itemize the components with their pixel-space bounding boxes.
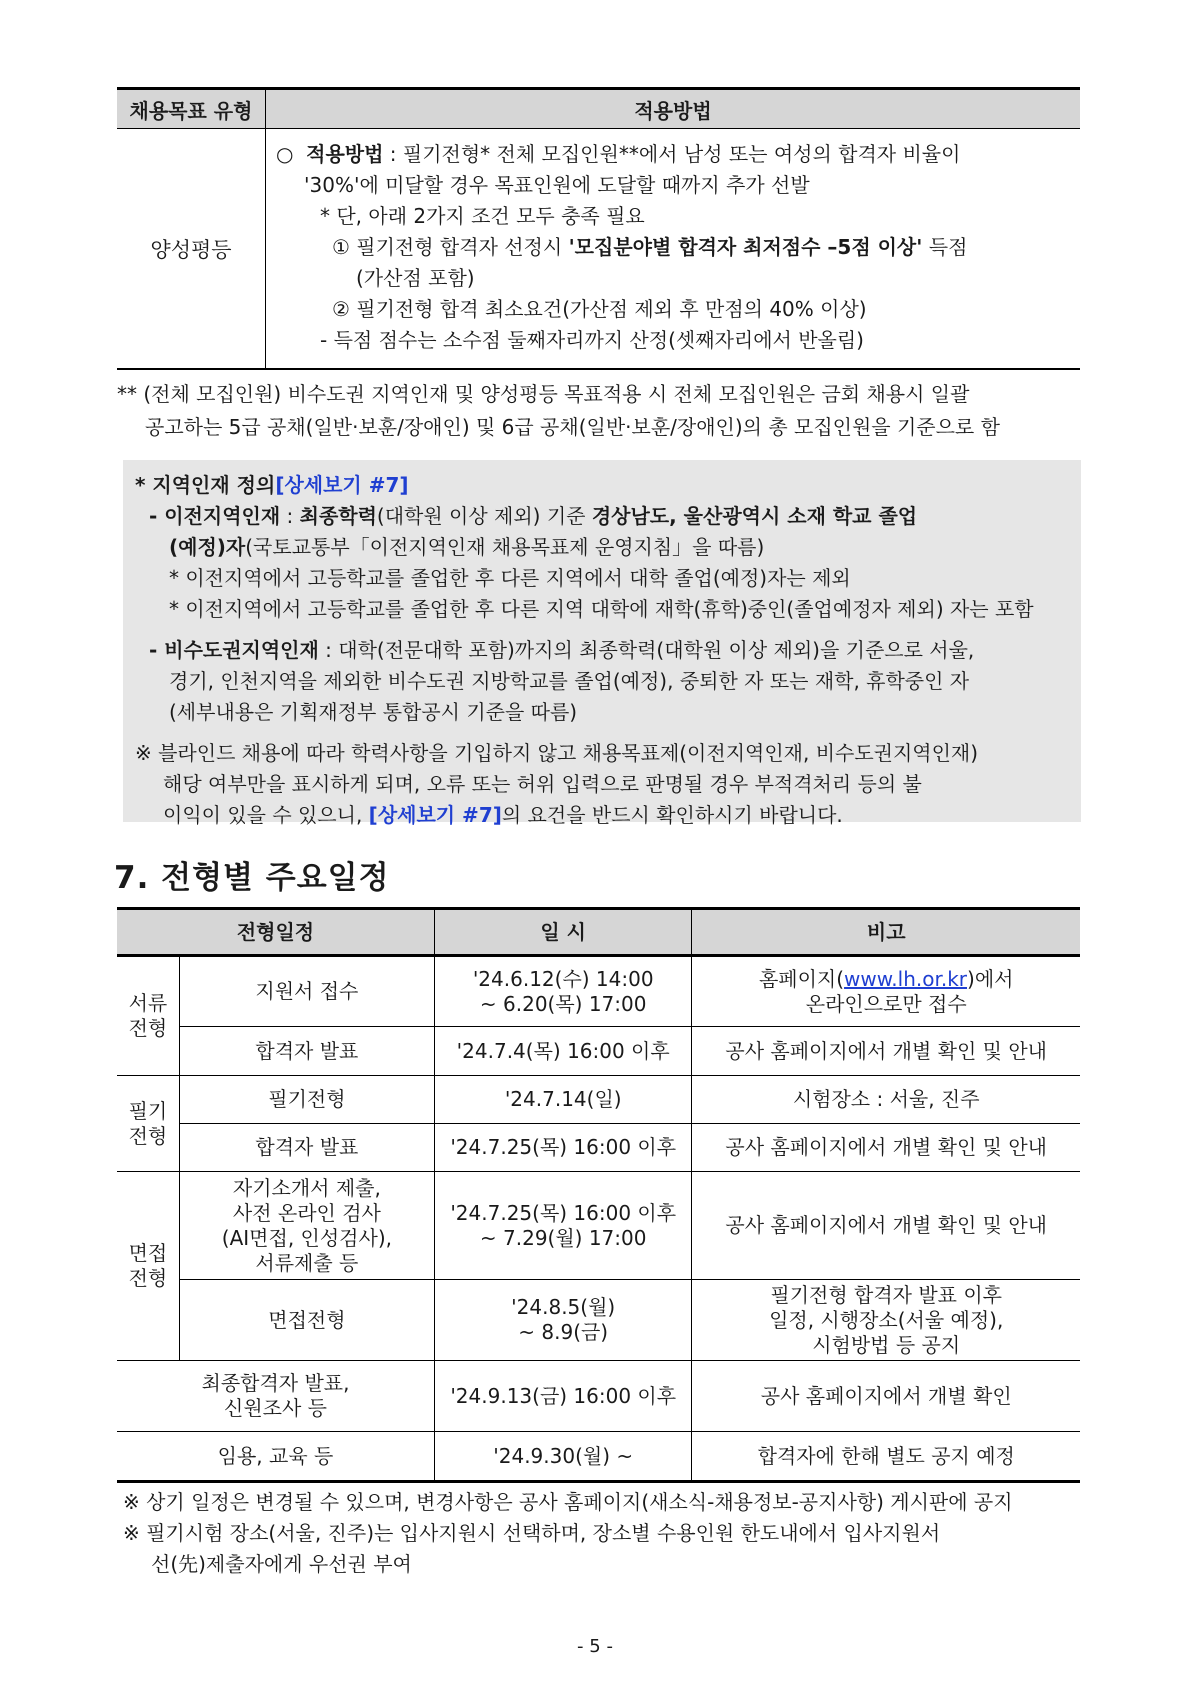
date-cell: '24.9.13(금) 16:00 이후 [434, 1361, 691, 1432]
table-row [117, 1027, 1080, 1076]
group-interview: 면접 전형 [117, 1172, 179, 1361]
warn-text: 이익이 있을 수 있으니, [163, 803, 369, 827]
method-text: : 필기전형* 전체 모집인원**에서 남성 또는 여성의 합격자 비율이 [383, 142, 961, 166]
stage-cell: 필기전형 [179, 1076, 434, 1124]
row-type-label: 양성평등 [117, 129, 266, 370]
stage-cell: 면접전형 [179, 1280, 434, 1361]
item1-bold-education: 최종학력 [299, 504, 377, 528]
table-row [117, 1124, 1080, 1172]
homepage-link[interactable]: www.lh.or.kr [844, 966, 968, 991]
cond1-pre: ① 필기전형 합격자 선정시 [332, 235, 569, 259]
box-content [135, 470, 1075, 831]
header-date: 일 시 [434, 909, 691, 956]
date-cell: '24.7.25(목) 16:00 이후 ~ 7.29(월) 17:00 [434, 1172, 691, 1280]
warn-line-1: ※ 블라인드 채용에 따라 학력사항을 기입하지 않고 채용목표제(이전지역인재, 비수도권지역인재) [135, 741, 979, 765]
group-written: 필기 전형 [117, 1076, 179, 1172]
item1-line-1 [135, 501, 1075, 532]
warn-text-post: 의 요건을 반드시 확인하시기 바랍니다. [501, 803, 843, 827]
detail-link[interactable]: [상세보기 #7] [275, 473, 409, 497]
table-header-row [117, 89, 1080, 129]
total-recruit-note [117, 378, 1087, 444]
method-line-2: '30%'에 미달할 경우 목표인원에 도달할 때까지 추가 선발 [304, 173, 810, 197]
method-line-6: ② 필기전형 합격 최소요건(가산점 제외 후 만점의 40% 이상) [332, 297, 867, 321]
item1-note-2: * 이전지역에서 고등학교를 졸업한 후 다른 지역 대학에 재학(휴학)중인(졸업예정자 제외) 자는 포함 [169, 597, 1034, 621]
table-row [117, 956, 1080, 1027]
note-cell: 공사 홈페이지에서 개별 확인 및 안내 [692, 1027, 1080, 1076]
cond1-post: 득점 [922, 235, 968, 259]
header-method: 적용방법 [266, 89, 1081, 129]
table-row [117, 1361, 1080, 1432]
date-cell: '24.9.30(월) ~ [434, 1432, 691, 1482]
note-cell: 공사 홈페이지에서 개별 확인 [692, 1361, 1080, 1432]
item1-sep: : [280, 504, 300, 528]
note-cell: 공사 홈페이지에서 개별 확인 및 안내 [692, 1172, 1080, 1280]
item2-line-1 [135, 635, 1075, 666]
note-cell: 합격자에 한해 별도 공지 예정 [692, 1432, 1080, 1482]
bullet: ○ [276, 142, 294, 166]
spacer [135, 625, 1075, 635]
table-row [117, 1172, 1080, 1280]
method-cell [266, 129, 1081, 370]
note-cell: 필기전형 합격자 발표 이후 일정, 시행장소(서울 예정), 시험방법 등 공지 [692, 1280, 1080, 1361]
method-bold: 적용방법 [306, 142, 384, 166]
target-type-table [117, 87, 1080, 370]
footnote-2-line-1: ※ 필기시험 장소(서울, 진주)는 입사지원시 선택하며, 장소별 수용인원 한도내에서 입사지원서 [123, 1521, 941, 1545]
header-note: 비고 [692, 909, 1080, 956]
box-title-text: * 지역인재 정의 [135, 473, 276, 497]
stage-cell: 자기소개서 제출, 사전 온라인 검사 (AI면접, 인성검사), 서류제출 등 [179, 1172, 434, 1280]
item2-line-3: (세부내용은 기획재정부 통합공시 기준을 따름) [169, 700, 578, 724]
date-cell: '24.7.25(목) 16:00 이후 [434, 1124, 691, 1172]
note-cell [692, 956, 1080, 1027]
header-type: 채용목표 유형 [117, 89, 266, 129]
detail-link[interactable]: [상세보기 #7] [368, 803, 502, 827]
item1-bold-graduate: (예정)자 [169, 535, 246, 559]
item2-text-1: : 대학(전문대학 포함)까지의 최종학력(대학원 이상 제외)을 기준으로 서울, [318, 638, 975, 662]
schedule-header-row [117, 909, 1080, 956]
table-row [117, 129, 1080, 370]
method-line-1 [276, 139, 1074, 170]
note-line-1: ** (전체 모집인원) 비수도권 지역인재 및 양성평등 목표적용 시 전체 모집인원은 금회 채용시 일괄 [117, 382, 970, 406]
regional-talent-box [123, 460, 1081, 827]
note-post: )에서 온라인으로만 접수 [805, 966, 1014, 1016]
date-cell: '24.7.4(목) 16:00 이후 [434, 1027, 691, 1076]
note-pre: 홈페이지( [758, 966, 845, 991]
schedule-table [117, 907, 1080, 1483]
box-title [135, 470, 1075, 501]
item2-line-2: 경기, 인천지역을 제외한 비수도권 지방학교를 졸업(예정), 중퇴한 자 또는 재학, 휴학중인 자 [169, 669, 970, 693]
date-cell: '24.6.12(수) 14:00 ~ 6.20(목) 17:00 [434, 956, 691, 1027]
stage-cell: 합격자 발표 [179, 1124, 434, 1172]
note-cell: 시험장소 : 서울, 진주 [692, 1076, 1080, 1124]
method-line-7: - 득점 점수는 소수점 둘째자리까지 산정(셋째자리에서 반올림) [320, 328, 864, 352]
note-line-2: 공고하는 5급 공채(일반·보훈/장애인) 및 6급 공채(일반·보훈/장애인)의 총 모집인원을 기준으로 함 [145, 415, 1000, 439]
stage-cell: 임용, 교육 등 [117, 1432, 434, 1482]
schedule-footnotes [123, 1487, 1083, 1580]
stage-cell: 최종합격자 발표, 신원조사 등 [117, 1361, 434, 1432]
stage-cell: 합격자 발표 [179, 1027, 434, 1076]
footnote-2-line-2: 선(先)제출자에게 우선권 부여 [151, 1552, 412, 1576]
spacer [135, 728, 1075, 738]
method-line-5: (가산점 포함) [356, 266, 475, 290]
warn-line-2: 해당 여부만을 표시하게 되며, 오류 또는 허위 입력으로 판명될 경우 부적격처리 등의 불 [163, 772, 922, 796]
header-stage: 전형일정 [117, 909, 434, 956]
group-doc: 서류 전형 [117, 956, 179, 1076]
method-line-3: * 단, 아래 2가지 조건 모두 충족 필요 [320, 204, 645, 228]
date-cell: '24.8.5(월) ~ 8.9(금) [434, 1280, 691, 1361]
table-row [117, 1280, 1080, 1361]
item1-note-1: * 이전지역에서 고등학교를 졸업한 후 다른 지역에서 대학 졸업(예정)자는 제외 [169, 566, 851, 590]
table-row [117, 1076, 1080, 1124]
note-cell: 공사 홈페이지에서 개별 확인 및 안내 [692, 1124, 1080, 1172]
warn-line-3 [135, 800, 1075, 831]
item2-label: - 비수도권지역인재 [149, 638, 319, 662]
date-cell: '24.7.14(일) [434, 1076, 691, 1124]
table-row [117, 1432, 1080, 1482]
item1-text: (대학원 이상 제외) 기준 [376, 504, 592, 528]
section-title: 7. 전형별 주요일정 [114, 860, 390, 896]
item1-label: - 이전지역인재 [149, 504, 281, 528]
item1-bold-region: 경상남도, 울산광역시 소재 학교 졸업 [591, 504, 918, 528]
item1-guideline: (국토교통부「이전지역인재 채용목표제 운영지침」을 따름) [245, 535, 765, 559]
method-line-4 [276, 232, 1074, 263]
page-number: - 5 - [577, 1636, 613, 1657]
item1-line-2 [135, 532, 1075, 563]
stage-cell: 지원서 접수 [179, 956, 434, 1027]
footnote-1: ※ 상기 일정은 변경될 수 있으며, 변경사항은 공사 홈페이지(새소식-채용정보-공지사항) 게시판에 공지 [123, 1490, 1013, 1514]
cond1-bold: '모집분야별 합격자 최저점수 –5점 이상' [568, 235, 923, 259]
